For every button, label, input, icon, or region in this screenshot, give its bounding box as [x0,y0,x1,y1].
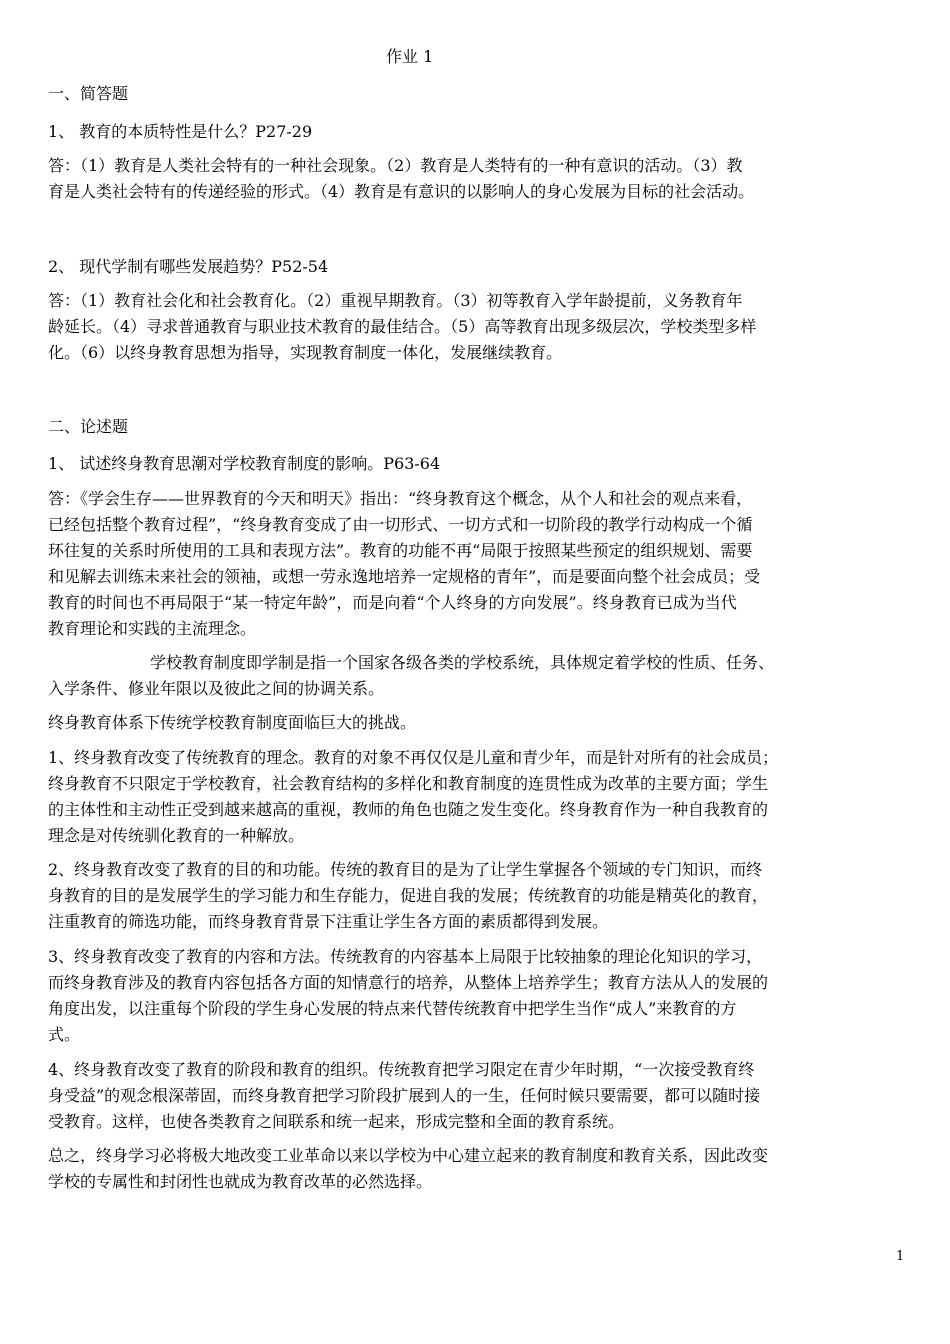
paragraph-line: 答：《学会生存——世界教育的今天和明天》指出：“终身教育这个概念，从个人和社会的观点来看， [48,489,753,508]
paragraph-line: 已经包括整个教育过程”，“终身教育变成了由一切形式、一切方式和一切阶段的教学行动构成一个循 [48,515,753,534]
question-title: 2、 现代学制有哪些发展趋势？P52-54 [48,257,329,276]
paragraph-line: 教育理论和实践的主流理念。 [48,619,257,638]
answer-line: 化。（6）以终身教育思想为指导，实现教育制度一体化，发展继续教育。 [48,343,563,362]
paragraph-line: 总之，终身学习必将极大地改变工业革命以来以学校为中心建立起来的教育制度和教育关系，因此改变 [48,1146,769,1165]
section-heading: 一、简答题 [48,84,129,103]
paragraph-line: 环往复的关系时所使用的工具和表现方法”。教育的功能不再“局限于按照某些预定的组织规划、需要 [48,541,753,560]
paragraph-line: 4、终身教育改变了教育的阶段和教育的组织。传统教育把学习限定在青少年时期，“一次接受教育终 [48,1060,755,1079]
answer-line: 龄延长。（4）寻求普通教育与职业技术教育的最佳结合。（5）高等教育出现多级层次，学校类型多样 [48,317,757,336]
paragraph-line: 1、终身教育改变了传统教育的理念。教育的对象不再仅仅是儿童和青少年，而是针对所有的社会成员； [48,748,779,767]
paragraph-line: 的主体性和主动性正受到越来越高的重视，教师的角色也随之发生变化。终身教育作为一种自我教育的 [48,800,769,819]
answer-line: 答：（1）教育社会化和社会教育化。（2）重视早期教育。（3）初等教育入学年龄提前，义务教育年 [48,291,743,310]
paragraph-line: 注重教育的筛选功能，而终身教育背景下注重让学生各方面的素质都得到发展。 [48,912,609,931]
paragraph-line: 终身教育不只限定于学校教育，社会教育结构的多样化和教育制度的连贯性成为改革的主要方面；学生 [48,774,769,793]
paragraph-line: 学校的专属性和封闭性也就成为教育改革的必然选择。 [48,1172,433,1191]
paragraph-line: 3、终身教育改变了教育的内容和方法。传统教育的内容基本上局限于比较抽象的理论化知识的学习， [48,947,763,966]
paragraph-line: 角度出发，以注重每个阶段的学生身心发展的特点来代替传统教育中把学生当作“成人”来教育的方 [48,999,737,1018]
paragraph-line: 受教育。这样，也使各类教育之间联系和统一起来，形成完整和全面的教育系统。 [48,1112,625,1131]
paragraph-line: 2、终身教育改变了教育的目的和功能。传统的教育目的是为了让学生掌握各个领域的专门知识，而终 [48,860,763,879]
paragraph-line: 教育的时间也不再局限于“某一特定年龄”，而是向着“个人终身的方向发展”。终身教育已成为当代 [48,593,737,612]
paragraph-line: 入学条件、修业年限以及彼此之间的协调关系。 [48,679,385,698]
paragraph-line: 身教育的目的是发展学生的学习能力和生存能力，促进自我的发展；传统教育的功能是精英化的教育， [48,886,769,905]
paragraph-line: 式。 [48,1025,81,1044]
section-heading: 二、论述题 [48,417,129,436]
question-title: 1、 试述终身教育思潮对学校教育制度的影响。P63-64 [48,454,441,473]
answer-line: 育是人类社会特有的传递经验的形式。（4）教育是有意识的以影响人的身心发展为目标的社会活动。 [48,182,755,201]
page-title: 作业 1 [386,47,434,66]
answer-line: 答：（1）教育是人类社会特有的一种社会现象。（2）教育是人类特有的一种有意识的活动。（3）教 [48,156,743,175]
question-title: 1、 教育的本质特性是什么？P27-29 [48,122,313,141]
paragraph-line: 终身教育体系下传统学校教育制度面临巨大的挑战。 [48,713,417,732]
paragraph-line: 而终身教育涉及的教育内容包括各方面的知情意行的培养，从整体上培养学生；教育方法从人的发展的 [48,973,769,992]
page-number: 1 [896,1249,905,1264]
paragraph-line: 和见解去训练未来社会的领袖，或想一劳永逸地培养一定规格的青年”，而是要面向整个社会成员；受 [48,567,761,586]
paragraph-line: 身受益”的观念根深蒂固，而终身教育把学习阶段扩展到人的一生，任何时候只要需要，都可以随时接 [48,1086,761,1105]
paragraph-line: 理念是对传统驯化教育的一种解放。 [48,826,305,845]
paragraph-line: 学校教育制度即学制是指一个国家各级各类的学校系统，具体规定着学校的性质、任务、 [150,653,775,672]
